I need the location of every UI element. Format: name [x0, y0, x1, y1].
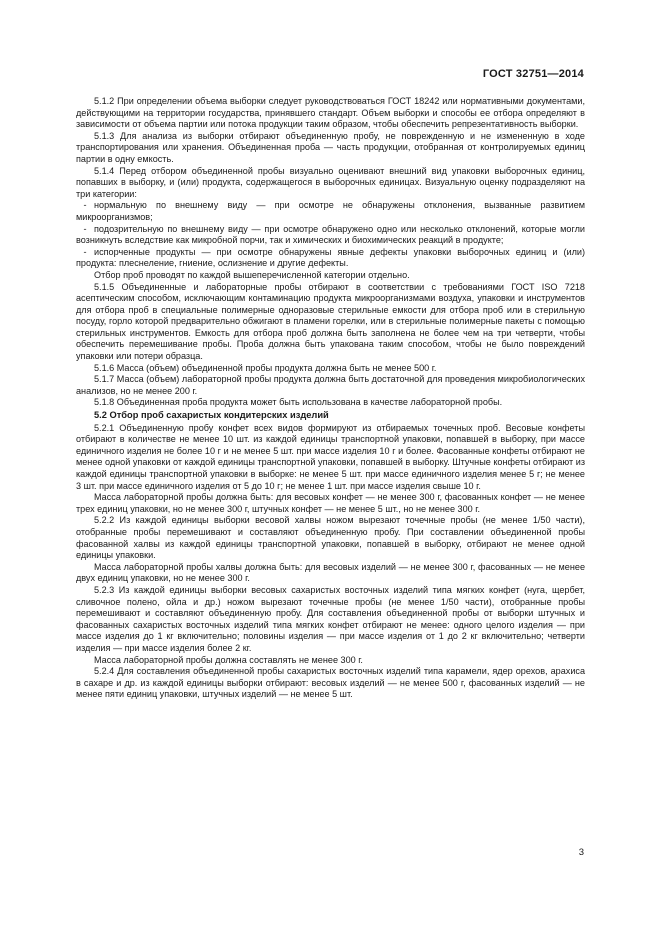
list-item-spoiled: - испорченные продукты — при осмотре обнаружены явные дефекты упаковки выборочных единиц и (или) продукта: плеснеление, гниение, ослизнение и другие дефекты. — [76, 246, 585, 269]
paragraph-5-2-4: 5.2.4 Для составления объединенной пробы сахаристых восточных изделий типа карамели, ядер орехов, арахиса в сахаре и др. из каждой единицы выборки отбирают: весовых изделий — не менее 500 г, фасованных изделий — не менее пяти единиц упаковки, штучных изделий — не менее 5 шт. — [76, 666, 585, 700]
paragraph-candy-lab-sample: Масса лабораторной пробы должна быть: для весовых конфет — не менее 300 г, фасованных конфет — не менее трех единиц упаковки, но не менее 300 г, штучных конфет — не менее 5 шт., но не менее 300 г. — [76, 492, 585, 514]
paragraph-5-1-3: 5.1.3 Для анализа из выборки отбирают объединенную пробу, не поврежденную и не измененную в ходе транспортирования или хранения. Объединенная проба — часть продукции, отобранная от контролируемых единиц партии в одну емкость. — [76, 130, 585, 164]
paragraph-5-1-6: 5.1.6 Масса (объем) объединенной пробы продукта должна быть не менее 500 г. — [94, 362, 437, 373]
section-heading-5-2: 5.2 Отбор проб сахаристых кондитерских изделий — [94, 410, 329, 421]
list-marker: - — [83, 246, 87, 257]
paragraph-oriental-lab-sample: Масса лабораторной пробы должна составлять не менее 300 г. — [94, 654, 363, 665]
standard-header: ГОСТ 32751—2014 — [482, 68, 584, 80]
list-marker: - — [83, 200, 87, 211]
paragraph-5-1-4: 5.1.4 Перед отбором объединенной пробы визуально оценивают внешний вид упаковки выборочных единиц, попавших в выборку, и (или) продукта, содержащегося в выборочных единицах. Визуальную оценку подразделяют на три категории: — [76, 165, 585, 199]
list-marker: - — [83, 223, 87, 234]
paragraph-halva-lab-sample: Масса лабораторной пробы халвы должна быть: для весовых изделий — не менее 300 г, фасованных — не менее двух единиц упаковки, но не менее 300 г. — [76, 561, 585, 584]
paragraph-5-1-7: 5.1.7 Масса (объем) лабораторной пробы продукта должна быть достаточной для проведения микробиологических анализов, но не менее 200 г. — [76, 374, 585, 396]
document-body — [76, 96, 585, 701]
list-item-suspicious: - подозрительную по внешнему виду — при осмотре обнаружено одно или несколько отклонений, которые могли возникнуть вследствие как микробной порчи, так и химических и биохимических реакций в продукте; — [76, 223, 585, 246]
paragraph-5-1-8: 5.1.8 Объединенная проба продукта может быть использована в качестве лабораторной пробы. — [94, 397, 503, 408]
paragraph-sampling-note: Отбор проб проводят по каждой вышеперечисленной категории отдельно. — [94, 269, 410, 280]
page-number: 3 — [578, 847, 584, 858]
paragraph-5-2-2: 5.2.2 Из каждой единицы выборки весовой халвы ножом вырезают точечные пробы (не менее 1/50 части), отобранные пробы перемешивают и составляют объединенную пробу. При составлении объединенной пробы фасованной халвы из каждой единицы транспортной упаковки, попавшей в выборку, отбирают не менее одной единицы упаковки. — [76, 515, 585, 561]
paragraph-5-2-1: 5.2.1 Объединенную пробу конфет всех видов формируют из отбираемых точечных проб. Весовые конфеты отбирают в количестве не менее 10 шт. из каждой единицы транспортной упаковки, попавшей в выборку, при массе единичного изделия не более 10 г и не менее 5 шт. при массе изделия 10 г и более. Фасованные конфеты отбирают не менее одной упаковки от каждой единицы транспортной упаковки, попавшей в выборку. Штучные конфеты отбирают из каждой единицы транспортной упаковки в выборке: не менее 5 шт. при массе единичного изделия менее 5 г; не менее 3 шт. при массе единичного изделия от 5 до 10 г; не менее 1 шт. при массе изделия свыше 10 г. — [76, 422, 585, 491]
list-item-normal: - нормальную по внешнему виду — при осмотре не обнаружены отклонения, вызванные развитием микроорганизмов; — [76, 200, 585, 222]
paragraph-5-1-2: 5.1.2 При определении объема выборки следует руководствоваться ГОСТ 18242 или нормативными документами, действующими на территории государства, принявшего стандарт. Объем выборки и способы ее отбора определяют в зависимости от объема партии или потока продукции таким образом, чтобы обеспечить репрезентативность выборки. — [76, 96, 585, 130]
paragraph-5-1-5: 5.1.5 Объединенные и лабораторные пробы отбирают в соответствии с требованиями ГОСТ ISO 7218 асептическим способом, исключающим контаминацию продукта микроорганизмами воздуха, упаковки и инструментов для отбора проб в специальные полимерные одноразовые стерильные емкости для отбора проб или в стерильную посуду, горло которой предварительно обжигают в пламени горелки, или в стерильные полимерные пакеты с помощью стерильных инструментов. Емкость для отбора проб должна быть заполнена не более чем на три четверти, чтобы обеспечить перемешивание пробы. Проба должна быть упакована таким способом, чтобы не было повреждений упаковки или потери образца. — [76, 281, 585, 362]
paragraph-5-2-3: 5.2.3 Из каждой единицы выборки весовых сахаристых восточных изделий типа мягких конфет (нуга, щербет, сливочное полено, ойла и др.) ножом вырезают точечные пробы (не менее 1/50 части), отобранные пробы перемешивают и составляют объединенную пробу. Для составления объединенной пробы от выборки штучных и фасованных сахаристых восточных изделий типа мягких конфет отбирают не менее: одного целого изделия — при массе изделия до 1 кг включительно; половины изделия — при массе изделия от 1 до 2 кг включительно; четверти изделия — при массе изделия более 2 кг. — [76, 584, 585, 653]
